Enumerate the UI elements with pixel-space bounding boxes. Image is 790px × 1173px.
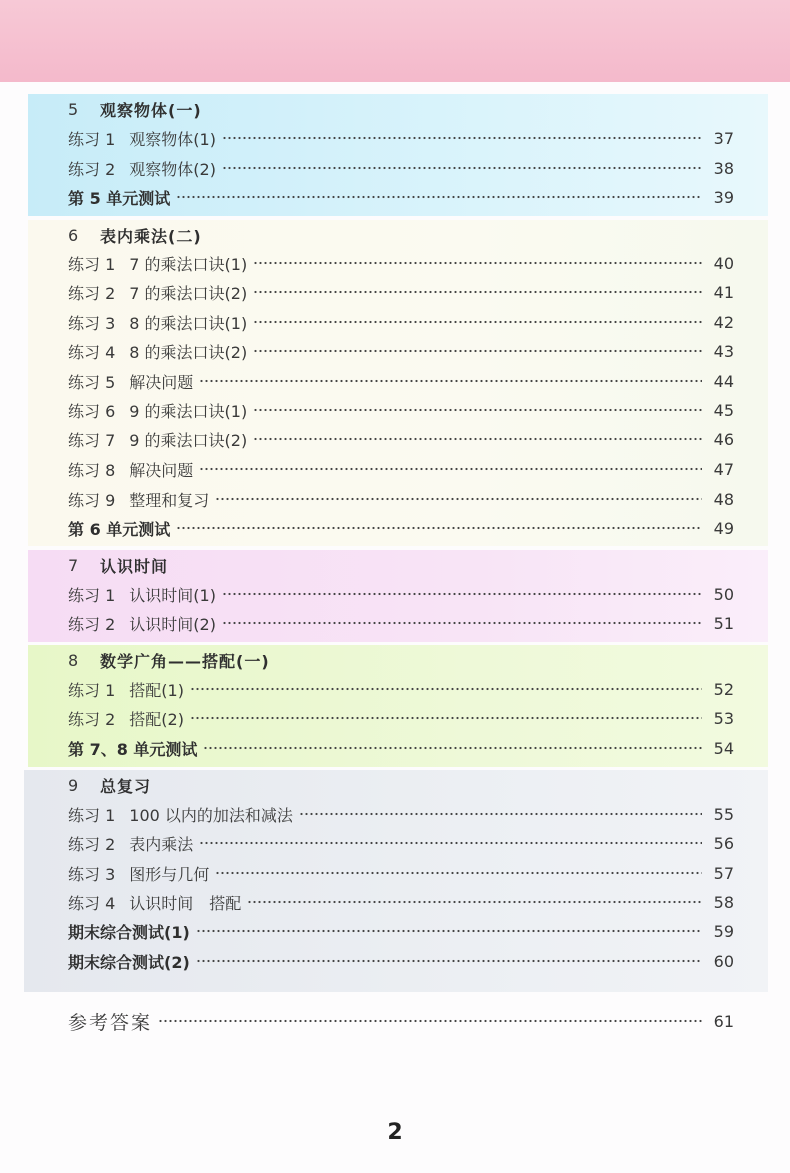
toc-entry-answers[interactable]	[68, 1007, 734, 1035]
toc-entry[interactable]	[68, 396, 734, 424]
unit-number: 6	[68, 225, 79, 245]
entry-title: 整理和复习	[129, 490, 210, 510]
toc-entry[interactable]	[68, 704, 734, 732]
entry-title: 7 的乘法口诀(2)	[129, 283, 248, 303]
toc-entry[interactable]	[68, 675, 734, 703]
entry-title: 认识时间 搭配	[129, 893, 242, 913]
unit-title: 总复习	[100, 776, 152, 796]
entry-title: 图形与几何	[129, 864, 210, 884]
dot-leader	[190, 685, 702, 693]
entry-page: 44	[713, 371, 734, 391]
unit-heading	[68, 551, 168, 579]
toc-entry[interactable]	[68, 278, 734, 306]
entry-page: 52	[713, 679, 734, 699]
entry-page: 51	[713, 613, 734, 633]
entry-page: 48	[713, 489, 734, 509]
dot-leader	[176, 524, 702, 532]
toc-entry[interactable]	[68, 580, 734, 608]
entry-title: 第 6 单元测试	[68, 519, 171, 539]
unit-heading	[68, 771, 151, 799]
entry-prefix: 练习 2	[68, 709, 116, 729]
entry-page: 50	[713, 584, 734, 604]
entry-prefix: 练习 5	[68, 372, 116, 392]
toc-entry[interactable]	[68, 154, 734, 182]
toc-entry[interactable]	[68, 249, 734, 277]
unit-heading	[68, 646, 270, 674]
toc-entry-final-test[interactable]	[68, 917, 734, 945]
entry-title: 9 的乘法口诀(2)	[129, 430, 248, 450]
entry-page: 57	[713, 863, 734, 883]
entry-page: 39	[713, 187, 734, 207]
entry-page: 61	[713, 1011, 734, 1031]
toc-entry[interactable]	[68, 800, 734, 828]
dot-leader	[253, 259, 702, 267]
entry-page: 41	[713, 282, 734, 302]
toc-entry[interactable]	[68, 367, 734, 395]
entry-page: 46	[713, 429, 734, 449]
entry-page: 45	[713, 400, 734, 420]
entry-page: 38	[713, 158, 734, 178]
entry-title: 搭配(1)	[129, 680, 184, 700]
entry-prefix: 练习 3	[68, 864, 116, 884]
entry-page: 43	[713, 341, 734, 361]
entry-page: 47	[713, 459, 734, 479]
entry-prefix: 练习 2	[68, 614, 116, 634]
toc-entry[interactable]	[68, 859, 734, 887]
entry-title: 观察物体(1)	[129, 129, 216, 149]
entry-prefix: 练习 6	[68, 401, 116, 421]
entry-page: 42	[713, 312, 734, 332]
entry-page: 59	[713, 921, 734, 941]
unit-title: 表内乘法(二)	[100, 226, 202, 246]
dot-leader	[253, 288, 702, 296]
unit-heading	[68, 95, 202, 123]
unit-number: 5	[68, 99, 79, 119]
entry-page: 55	[713, 804, 734, 824]
unit-number: 9	[68, 775, 79, 795]
toc-entry-unit-test[interactable]	[68, 183, 734, 211]
entry-title: 第 7、8 单元测试	[68, 739, 198, 759]
entry-page: 49	[713, 518, 734, 538]
dot-leader	[215, 495, 702, 503]
unit-title: 观察物体(一)	[100, 100, 202, 120]
entry-page: 60	[713, 951, 734, 971]
entry-prefix: 练习 4	[68, 893, 116, 913]
entry-prefix: 练习 1	[68, 254, 116, 274]
dot-leader	[253, 406, 702, 414]
entry-title: 观察物体(2)	[129, 159, 216, 179]
toc-entry[interactable]	[68, 829, 734, 857]
toc-entry[interactable]	[68, 337, 734, 365]
entry-title: 8 的乘法口诀(2)	[129, 342, 248, 362]
toc-entry[interactable]	[68, 425, 734, 453]
entry-prefix: 练习 9	[68, 490, 116, 510]
dot-leader	[222, 134, 702, 142]
toc-entry[interactable]	[68, 124, 734, 152]
toc-entry[interactable]	[68, 455, 734, 483]
dot-leader	[253, 318, 702, 326]
dot-leader	[199, 377, 702, 385]
entry-title: 参考答案	[68, 1011, 153, 1034]
toc-entry-final-test[interactable]	[68, 947, 734, 975]
entry-prefix: 练习 2	[68, 834, 116, 854]
entry-title: 解决问题	[129, 460, 194, 480]
dot-leader	[158, 1017, 702, 1025]
dot-leader	[299, 810, 702, 818]
page-number: 2	[387, 1120, 403, 1145]
entry-prefix: 练习 3	[68, 313, 116, 333]
entry-title: 期末综合测试(2)	[68, 952, 190, 972]
dot-leader	[196, 927, 702, 935]
entry-page: 56	[713, 833, 734, 853]
entry-prefix: 练习 2	[68, 283, 116, 303]
dot-leader	[247, 898, 702, 906]
toc-entry[interactable]	[68, 485, 734, 513]
dot-leader	[176, 193, 702, 201]
dot-leader	[203, 744, 702, 752]
entry-title: 搭配(2)	[129, 709, 184, 729]
entry-title: 表内乘法	[129, 834, 194, 854]
entry-title: 8 的乘法口诀(1)	[129, 313, 248, 333]
entry-title: 7 的乘法口诀(1)	[129, 254, 248, 274]
dot-leader	[222, 164, 702, 172]
unit-heading	[68, 221, 202, 249]
toc-entry-unit-test[interactable]	[68, 734, 734, 762]
entry-page: 58	[713, 892, 734, 912]
entry-prefix: 练习 1	[68, 680, 116, 700]
entry-prefix: 练习 8	[68, 460, 116, 480]
entry-title: 第 5 单元测试	[68, 188, 171, 208]
dot-leader	[222, 619, 702, 627]
dot-leader	[196, 957, 702, 965]
dot-leader	[222, 590, 702, 598]
entry-page: 40	[713, 253, 734, 273]
dot-leader	[253, 347, 702, 355]
unit-title: 数学广角——搭配(一)	[100, 651, 270, 671]
toc-entry[interactable]	[68, 308, 734, 336]
unit-title: 认识时间	[100, 556, 169, 576]
entry-title: 期末综合测试(1)	[68, 922, 190, 942]
toc-entry[interactable]	[68, 888, 734, 916]
entry-title: 100 以内的加法和减法	[129, 805, 293, 825]
header-band	[0, 0, 790, 82]
toc-entry-unit-test[interactable]	[68, 514, 734, 542]
dot-leader	[199, 839, 702, 847]
entry-title: 认识时间(1)	[129, 585, 216, 605]
unit-number: 7	[68, 555, 79, 575]
entry-prefix: 练习 1	[68, 129, 116, 149]
entry-page: 54	[713, 738, 734, 758]
dot-leader	[190, 714, 702, 722]
entry-prefix: 练习 1	[68, 585, 116, 605]
dot-leader	[199, 465, 702, 473]
dot-leader	[215, 869, 702, 877]
entry-page: 53	[713, 708, 734, 728]
toc-entry[interactable]	[68, 609, 734, 637]
entry-prefix: 练习 7	[68, 430, 116, 450]
entry-title: 解决问题	[129, 372, 194, 392]
entry-prefix: 练习 2	[68, 159, 116, 179]
entry-prefix: 练习 1	[68, 805, 116, 825]
entry-title: 9 的乘法口诀(1)	[129, 401, 248, 421]
entry-title: 认识时间(2)	[129, 614, 216, 634]
entry-page: 37	[713, 128, 734, 148]
entry-prefix: 练习 4	[68, 342, 116, 362]
dot-leader	[253, 435, 702, 443]
unit-number: 8	[68, 650, 79, 670]
